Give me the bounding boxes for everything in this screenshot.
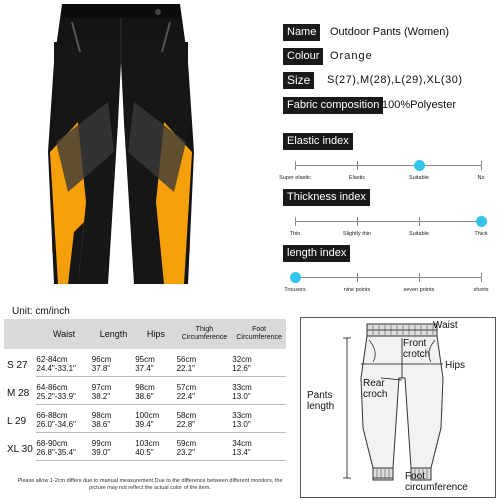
- size-cell: XL 30: [7, 444, 33, 455]
- thickness-tick-1: [357, 217, 358, 226]
- cm-cell: 59cm: [176, 439, 197, 448]
- inch-cell: 23.2": [177, 448, 233, 461]
- elastic-label-3: No: [477, 175, 485, 181]
- cm-cell: 100cm: [135, 411, 160, 420]
- inch-cell: 13.0": [232, 420, 286, 433]
- elastic-selected-indicator: [414, 160, 425, 171]
- fabric-tag: Fabric composition: [283, 97, 383, 114]
- table-row: [4, 405, 286, 421]
- inch-cell: 38.2": [92, 392, 135, 405]
- header-length: Length: [92, 319, 135, 349]
- elastic-label-0: Super elastic: [279, 175, 311, 181]
- table-row: [4, 433, 286, 449]
- cm-cell: 98cm: [135, 383, 155, 392]
- name-tag: Name: [283, 24, 320, 41]
- length-tick-1: [357, 273, 358, 282]
- inch-cell: 26.8"-35.4": [36, 448, 91, 461]
- size-tag: Size: [283, 72, 314, 89]
- length-title: length index: [283, 245, 350, 262]
- colour-tag: Colour: [283, 48, 323, 65]
- table-row: [4, 364, 286, 377]
- inch-cell: 37.8": [92, 364, 135, 377]
- cm-cell: 68-90cm: [36, 439, 68, 448]
- inch-cell: 22.4": [177, 392, 233, 405]
- cm-cell: 96cm: [91, 355, 112, 364]
- cm-cell: 103cm: [135, 439, 160, 448]
- cm-cell: 33cm: [232, 383, 252, 392]
- hips-label: Hips: [445, 360, 466, 371]
- inch-cell: 37.4": [135, 364, 176, 377]
- foot-circumference-label: Foot circumference: [405, 471, 468, 493]
- elastic-title: Elastic index: [283, 133, 353, 150]
- length-label-3: shorts: [473, 287, 489, 293]
- inch-cell: 25.2"-33.9": [36, 392, 91, 405]
- length-label-0: Trousers: [284, 287, 306, 293]
- elastic-tick-0: [295, 161, 296, 170]
- table-row: [4, 448, 286, 461]
- cm-cell: 57cm: [176, 383, 197, 392]
- inch-cell: 22.8": [177, 420, 233, 433]
- cm-cell: 56cm: [176, 355, 197, 364]
- measurement-diagram: [300, 317, 496, 498]
- rear-crotch-label: Rear croch: [363, 378, 388, 400]
- pants-photo: [38, 2, 204, 288]
- inch-cell: 38.6": [92, 420, 135, 433]
- inch-cell: 13.0": [232, 392, 286, 405]
- header-waist: Waist: [36, 319, 91, 349]
- elastic-tick-1: [357, 161, 358, 170]
- thickness-label-2: Suitable: [409, 231, 429, 237]
- header-foot: Foot Circumference: [232, 319, 286, 349]
- inch-cell: 12.6": [232, 364, 286, 377]
- length-selected-indicator: [290, 272, 301, 283]
- thickness-tick-0: [295, 217, 296, 226]
- size-table-header: [4, 319, 286, 349]
- thickness-tick-2: [419, 217, 420, 226]
- pants-length-label: Pants length: [307, 390, 335, 412]
- cm-cell: 97cm: [91, 383, 112, 392]
- header-hips: Hips: [135, 319, 176, 349]
- inch-cell: 24.4"-33.1": [36, 364, 91, 377]
- fabric-value: 100%Polyester: [382, 99, 456, 111]
- measurement-note: Please allow 1-2cm differs due to manual measurement.Due to the difference between different monitors, the picture may not reflect the actual color of the item.: [17, 478, 283, 491]
- inch-cell: 38.6": [135, 392, 176, 405]
- thickness-label-0: Thin: [289, 231, 301, 237]
- elastic-label-2: Suitable: [409, 175, 429, 181]
- elastic-scale-line: [295, 165, 481, 166]
- length-label-1: nine points: [343, 287, 371, 293]
- elastic-scale: [279, 151, 493, 181]
- cm-cell: 34cm: [232, 439, 252, 448]
- waist-label: Waist: [433, 320, 458, 331]
- cm-cell: 32cm: [232, 355, 252, 364]
- cm-cell: 98cm: [91, 411, 112, 420]
- table-row: [4, 392, 286, 405]
- size-cell: S 27: [7, 360, 28, 372]
- inch-cell: 26.0"-34.6": [36, 420, 91, 433]
- cm-cell: 62-84cm: [36, 355, 68, 364]
- thickness-label-3: Thick: [474, 231, 488, 237]
- inch-cell: 39.0": [92, 448, 135, 461]
- table-row: [4, 349, 286, 364]
- length-scale-line: [295, 277, 481, 278]
- unit-label: Unit: cm/inch: [12, 306, 70, 317]
- inch-cell: 39.4": [135, 420, 176, 433]
- name-value: Outdoor Pants (Women): [330, 26, 450, 38]
- length-scale: [283, 263, 493, 293]
- colour-value: Orange: [330, 50, 373, 62]
- header-thigh: Thigh Circumference: [177, 319, 233, 349]
- length-label-2: seven points: [403, 287, 435, 293]
- thickness-scale-line: [295, 221, 481, 222]
- cm-cell: 58cm: [176, 411, 197, 420]
- thickness-selected-indicator: [476, 216, 487, 227]
- cm-cell: 64-86cm: [36, 383, 68, 392]
- cm-cell: 99cm: [91, 439, 112, 448]
- thickness-title: Thickness index: [283, 189, 370, 206]
- table-row: [4, 377, 286, 393]
- cm-cell: 95cm: [135, 355, 155, 364]
- cm-cell: 66-88cm: [36, 411, 68, 420]
- size-value: S(27),M(28),L(29),XL(30): [327, 74, 463, 86]
- front-crotch-label: Front crotch: [403, 338, 431, 360]
- elastic-tick-3: [481, 161, 482, 170]
- size-table: [4, 319, 286, 461]
- thickness-label-1: Slightly thin: [342, 231, 372, 237]
- inch-cell: 22.1": [177, 364, 233, 377]
- length-tick-2: [419, 273, 420, 282]
- elastic-label-1: Elastic: [348, 175, 366, 181]
- size-cell: M 28: [7, 388, 30, 399]
- thickness-scale: [283, 207, 493, 237]
- length-tick-3: [481, 273, 482, 282]
- inch-cell: 13.4": [232, 448, 286, 461]
- table-row: [4, 420, 286, 433]
- inch-cell: 40.5": [135, 448, 176, 461]
- header-size: [4, 319, 36, 349]
- size-cell: L 29: [7, 416, 27, 427]
- cm-cell: 33cm: [232, 411, 252, 420]
